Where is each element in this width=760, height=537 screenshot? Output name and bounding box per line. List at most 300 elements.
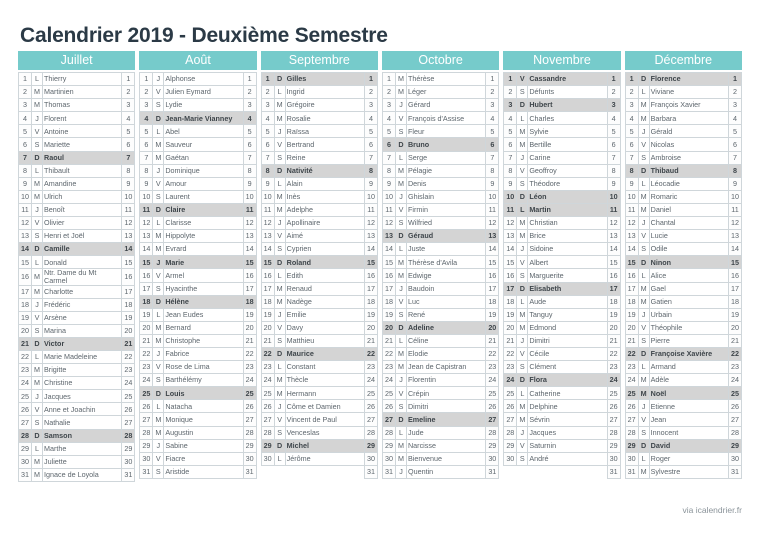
day-row[interactable] xyxy=(382,138,498,151)
day-row[interactable] xyxy=(382,256,498,269)
day-row[interactable] xyxy=(140,465,256,478)
day-number-right: 8 xyxy=(243,164,256,177)
saint-name: Gilles xyxy=(285,73,364,86)
saint-name: Nativité xyxy=(285,164,364,177)
day-row[interactable] xyxy=(261,151,377,164)
saint-name: Cécile xyxy=(528,347,607,360)
day-number-right: 25 xyxy=(243,387,256,400)
saint-name: Edith xyxy=(285,269,364,282)
day-number-right: 7 xyxy=(364,151,377,164)
day-row[interactable] xyxy=(140,177,256,190)
day-row[interactable] xyxy=(625,374,741,387)
day-number: 11 xyxy=(261,203,274,216)
saint-name: Sylvestre xyxy=(649,465,728,478)
day-row[interactable] xyxy=(504,73,620,86)
weekday-letter: M xyxy=(638,112,649,125)
day-row[interactable] xyxy=(261,387,377,400)
day-row[interactable] xyxy=(140,151,256,164)
weekday-letter: S xyxy=(517,86,528,99)
weekday-letter: D xyxy=(32,243,43,256)
day-row[interactable] xyxy=(261,256,377,269)
day-row[interactable] xyxy=(261,177,377,190)
saint-name: Léger xyxy=(406,86,485,99)
day-row[interactable] xyxy=(382,347,498,360)
day-number: 3 xyxy=(140,99,153,112)
day-row[interactable] xyxy=(625,347,741,360)
day-row[interactable] xyxy=(140,164,256,177)
day-number-right: 20 xyxy=(728,321,741,334)
day-row[interactable] xyxy=(19,311,135,324)
day-row[interactable] xyxy=(625,334,741,347)
day-row[interactable] xyxy=(382,73,498,86)
day-row[interactable] xyxy=(19,364,135,377)
day-row[interactable] xyxy=(261,125,377,138)
day-number: 6 xyxy=(19,138,32,151)
day-row[interactable] xyxy=(382,164,498,177)
day-row[interactable] xyxy=(261,243,377,256)
day-number-right: 15 xyxy=(122,256,135,269)
day-number: 16 xyxy=(382,269,395,282)
day-row[interactable] xyxy=(504,177,620,190)
day-row[interactable] xyxy=(19,455,135,468)
day-number: 13 xyxy=(140,230,153,243)
day-number: 27 xyxy=(140,413,153,426)
day-row[interactable] xyxy=(504,190,620,203)
day-row[interactable] xyxy=(261,413,377,426)
day-row[interactable] xyxy=(625,86,741,99)
day-row[interactable] xyxy=(261,86,377,99)
saint-name: Ninon xyxy=(649,256,728,269)
day-row[interactable] xyxy=(261,452,377,465)
day-row[interactable] xyxy=(261,400,377,413)
day-row[interactable] xyxy=(19,429,135,442)
day-row[interactable] xyxy=(382,125,498,138)
day-row[interactable] xyxy=(261,73,377,86)
weekday-letter: M xyxy=(517,413,528,426)
day-row[interactable] xyxy=(19,112,135,125)
day-row[interactable] xyxy=(625,387,741,400)
saint-name: Charlotte xyxy=(43,285,122,298)
day-row[interactable] xyxy=(19,468,135,481)
day-number: 3 xyxy=(382,99,395,112)
day-number: 9 xyxy=(382,177,395,190)
day-row[interactable] xyxy=(504,387,620,400)
day-row[interactable] xyxy=(382,99,498,112)
day-row[interactable] xyxy=(140,73,256,86)
day-row[interactable] xyxy=(140,452,256,465)
day-row[interactable] xyxy=(19,377,135,390)
day-number-right: 25 xyxy=(486,387,499,400)
day-row[interactable] xyxy=(140,426,256,439)
day-row[interactable] xyxy=(625,112,741,125)
weekday-letter: L xyxy=(153,125,164,138)
day-number: 26 xyxy=(382,400,395,413)
day-row[interactable] xyxy=(19,256,135,269)
day-row[interactable] xyxy=(261,282,377,295)
day-row[interactable] xyxy=(19,86,135,99)
day-row[interactable] xyxy=(140,439,256,452)
day-number: 13 xyxy=(19,230,32,243)
saint-name: Raoul xyxy=(43,151,122,164)
day-row[interactable] xyxy=(504,295,620,308)
day-number-right: 22 xyxy=(122,351,135,364)
day-row[interactable] xyxy=(261,374,377,387)
day-row[interactable] xyxy=(140,400,256,413)
day-number-right: 17 xyxy=(364,282,377,295)
day-row[interactable] xyxy=(382,400,498,413)
day-number: 29 xyxy=(261,439,274,452)
day-row[interactable] xyxy=(261,138,377,151)
day-row[interactable] xyxy=(625,203,741,216)
day-row[interactable] xyxy=(382,243,498,256)
day-row[interactable] xyxy=(625,426,741,439)
day-row[interactable] xyxy=(625,99,741,112)
day-row[interactable] xyxy=(382,203,498,216)
saint-name: Etienne xyxy=(649,400,728,413)
day-row[interactable] xyxy=(625,295,741,308)
day-row[interactable] xyxy=(504,125,620,138)
day-row[interactable] xyxy=(382,269,498,282)
day-number-right: 3 xyxy=(486,99,499,112)
day-row[interactable] xyxy=(382,151,498,164)
day-row[interactable] xyxy=(625,138,741,151)
day-row[interactable] xyxy=(504,374,620,387)
day-row[interactable] xyxy=(19,243,135,256)
day-number-right: 15 xyxy=(364,256,377,269)
weekday-letter: M xyxy=(274,190,285,203)
day-number-right: 12 xyxy=(728,217,741,230)
day-number: 7 xyxy=(625,151,638,164)
saint-name: Chantal xyxy=(649,217,728,230)
day-row[interactable] xyxy=(382,387,498,400)
day-row[interactable] xyxy=(261,321,377,334)
month-header: Septembre xyxy=(261,51,378,70)
weekday-letter: J xyxy=(274,400,285,413)
day-row[interactable] xyxy=(140,282,256,295)
day-row[interactable] xyxy=(140,413,256,426)
day-row[interactable] xyxy=(625,308,741,321)
saint-name: Donald xyxy=(43,256,122,269)
saint-name: Laurent xyxy=(164,190,243,203)
day-row[interactable] xyxy=(140,308,256,321)
day-row[interactable] xyxy=(504,321,620,334)
day-row[interactable] xyxy=(504,361,620,374)
day-row[interactable] xyxy=(382,86,498,99)
day-row[interactable] xyxy=(625,230,741,243)
day-row[interactable] xyxy=(140,217,256,230)
day-row[interactable] xyxy=(504,256,620,269)
day-row[interactable] xyxy=(504,452,620,465)
day-row[interactable] xyxy=(382,465,498,478)
day-row[interactable] xyxy=(140,138,256,151)
day-row[interactable] xyxy=(261,230,377,243)
day-row[interactable] xyxy=(382,190,498,203)
weekday-letter: L xyxy=(638,86,649,99)
day-row[interactable] xyxy=(19,285,135,298)
day-row[interactable] xyxy=(140,203,256,216)
day-row[interactable] xyxy=(504,217,620,230)
weekday-letter: D xyxy=(153,203,164,216)
day-row[interactable] xyxy=(19,203,135,216)
weekday-letter: L xyxy=(638,452,649,465)
weekday-letter: D xyxy=(517,282,528,295)
day-row[interactable] xyxy=(504,308,620,321)
day-row[interactable] xyxy=(261,439,377,452)
day-row[interactable] xyxy=(261,164,377,177)
day-row[interactable] xyxy=(140,295,256,308)
day-row[interactable] xyxy=(625,256,741,269)
saint-name: Bruno xyxy=(406,138,485,151)
saint-name: Ingrid xyxy=(285,86,364,99)
day-number: 8 xyxy=(19,164,32,177)
day-row[interactable] xyxy=(19,269,135,285)
day-number: 21 xyxy=(625,334,638,347)
day-row[interactable] xyxy=(140,387,256,400)
day-row[interactable] xyxy=(19,416,135,429)
day-number-right: 15 xyxy=(728,256,741,269)
day-row[interactable] xyxy=(625,73,741,86)
day-row[interactable] xyxy=(382,439,498,452)
day-row[interactable] xyxy=(140,230,256,243)
day-row[interactable] xyxy=(625,439,741,452)
day-row[interactable] xyxy=(261,334,377,347)
month-table xyxy=(625,72,742,479)
saint-name: Cyprien xyxy=(285,243,364,256)
weekday-letter: L xyxy=(638,361,649,374)
day-row[interactable] xyxy=(504,243,620,256)
day-row[interactable] xyxy=(382,426,498,439)
day-row[interactable] xyxy=(625,125,741,138)
day-row[interactable] xyxy=(504,164,620,177)
day-row[interactable] xyxy=(19,125,135,138)
day-row[interactable] xyxy=(19,298,135,311)
day-row[interactable] xyxy=(140,256,256,269)
weekday-letter: L xyxy=(153,217,164,230)
day-row[interactable] xyxy=(382,112,498,125)
saint-name: Sévrin xyxy=(528,413,607,426)
day-row[interactable] xyxy=(19,351,135,364)
day-row[interactable] xyxy=(382,321,498,334)
day-row[interactable] xyxy=(261,347,377,360)
day-number-right: 12 xyxy=(607,217,620,230)
day-number-right: 13 xyxy=(486,230,499,243)
day-row[interactable] xyxy=(19,390,135,403)
day-row[interactable] xyxy=(625,452,741,465)
day-row[interactable] xyxy=(19,151,135,164)
day-row[interactable] xyxy=(140,190,256,203)
saint-name: Géraud xyxy=(406,230,485,243)
day-row[interactable] xyxy=(19,190,135,203)
day-row[interactable] xyxy=(625,400,741,413)
day-row[interactable] xyxy=(382,361,498,374)
day-number: 28 xyxy=(140,426,153,439)
day-number-right: 14 xyxy=(364,243,377,256)
day-row[interactable] xyxy=(140,86,256,99)
day-row[interactable] xyxy=(625,164,741,177)
weekday-letter: M xyxy=(274,112,285,125)
day-row[interactable] xyxy=(19,177,135,190)
weekday-letter: L xyxy=(274,452,285,465)
saint-name: Lucie xyxy=(649,230,728,243)
day-row[interactable] xyxy=(504,99,620,112)
day-row[interactable] xyxy=(382,177,498,190)
day-row[interactable] xyxy=(382,282,498,295)
day-row[interactable] xyxy=(625,177,741,190)
day-row[interactable] xyxy=(140,321,256,334)
day-number: 26 xyxy=(625,400,638,413)
day-row[interactable] xyxy=(625,465,741,478)
saint-name: Venceslas xyxy=(285,426,364,439)
day-row[interactable] xyxy=(504,138,620,151)
saint-name: Ignace de Loyola xyxy=(43,468,122,481)
day-row[interactable] xyxy=(504,282,620,295)
day-number-right: 13 xyxy=(728,230,741,243)
saint-name: Aristide xyxy=(164,465,243,478)
day-row[interactable] xyxy=(19,230,135,243)
day-number-right: 16 xyxy=(243,269,256,282)
day-row[interactable] xyxy=(19,442,135,455)
saint-name: Hubert xyxy=(528,99,607,112)
day-row[interactable] xyxy=(625,243,741,256)
day-number: 23 xyxy=(625,361,638,374)
day-row[interactable] xyxy=(625,151,741,164)
day-row[interactable] xyxy=(19,138,135,151)
day-row[interactable] xyxy=(261,361,377,374)
day-row[interactable] xyxy=(382,230,498,243)
day-row[interactable] xyxy=(19,403,135,416)
day-number-right: 25 xyxy=(122,390,135,403)
day-number-right: 31 xyxy=(728,465,741,478)
day-row[interactable] xyxy=(140,361,256,374)
weekday-letter: V xyxy=(517,439,528,452)
day-row[interactable] xyxy=(140,99,256,112)
day-row[interactable] xyxy=(261,269,377,282)
weekday-letter: L xyxy=(638,177,649,190)
day-row[interactable] xyxy=(382,374,498,387)
day-row[interactable] xyxy=(625,217,741,230)
weekday-letter: D xyxy=(153,295,164,308)
weekday-letter: L xyxy=(274,269,285,282)
weekday-letter: M xyxy=(32,285,43,298)
month-column xyxy=(261,51,378,482)
day-row[interactable] xyxy=(504,334,620,347)
day-row[interactable] xyxy=(382,452,498,465)
weekday-letter: M xyxy=(32,99,43,112)
day-number: 5 xyxy=(19,125,32,138)
saint-name: Théophile xyxy=(649,321,728,334)
day-number-right: 25 xyxy=(364,387,377,400)
day-row[interactable] xyxy=(140,243,256,256)
day-row[interactable] xyxy=(261,217,377,230)
day-row[interactable] xyxy=(504,230,620,243)
day-row[interactable] xyxy=(19,164,135,177)
day-row[interactable] xyxy=(504,439,620,452)
weekday-letter: V xyxy=(32,125,43,138)
month-table xyxy=(503,72,620,479)
day-row[interactable] xyxy=(625,190,741,203)
day-row[interactable] xyxy=(504,269,620,282)
day-row[interactable] xyxy=(504,347,620,360)
weekday-letter: J xyxy=(153,73,164,86)
day-number: 5 xyxy=(261,125,274,138)
day-row[interactable] xyxy=(382,413,498,426)
weekday-letter: M xyxy=(638,374,649,387)
day-number-right: 26 xyxy=(243,400,256,413)
day-row[interactable] xyxy=(261,99,377,112)
saint-name: Hippolyte xyxy=(164,230,243,243)
day-row[interactable] xyxy=(261,295,377,308)
day-number: 11 xyxy=(504,203,517,216)
day-number: 27 xyxy=(625,413,638,426)
weekday-letter: L xyxy=(395,334,406,347)
day-row[interactable] xyxy=(140,347,256,360)
day-row[interactable] xyxy=(261,112,377,125)
weekday-letter: V xyxy=(395,112,406,125)
day-row[interactable] xyxy=(504,112,620,125)
day-row[interactable] xyxy=(504,426,620,439)
weekday-letter: M xyxy=(638,295,649,308)
day-row[interactable] xyxy=(140,125,256,138)
day-row[interactable] xyxy=(140,334,256,347)
day-row[interactable] xyxy=(382,308,498,321)
day-row[interactable] xyxy=(19,99,135,112)
day-row[interactable] xyxy=(504,203,620,216)
day-row[interactable] xyxy=(382,295,498,308)
day-number: 5 xyxy=(382,125,395,138)
day-row[interactable] xyxy=(625,413,741,426)
day-number-right: 5 xyxy=(243,125,256,138)
day-number-right: 9 xyxy=(122,177,135,190)
weekday-letter: M xyxy=(395,73,406,86)
day-row[interactable] xyxy=(140,112,256,125)
day-row[interactable] xyxy=(625,321,741,334)
day-row[interactable] xyxy=(261,426,377,439)
day-row[interactable] xyxy=(504,86,620,99)
day-number-right: 17 xyxy=(728,282,741,295)
day-row[interactable] xyxy=(382,217,498,230)
day-row[interactable] xyxy=(504,400,620,413)
saint-name: Sidoine xyxy=(528,243,607,256)
day-number: 20 xyxy=(504,321,517,334)
day-number: 9 xyxy=(625,177,638,190)
weekday-letter: J xyxy=(274,125,285,138)
saint-name: Armand xyxy=(649,361,728,374)
day-number: 22 xyxy=(504,347,517,360)
day-number: 19 xyxy=(140,308,153,321)
weekday-letter: L xyxy=(517,112,528,125)
weekday-letter: M xyxy=(638,99,649,112)
day-row[interactable] xyxy=(625,282,741,295)
day-row[interactable] xyxy=(19,324,135,337)
day-row[interactable] xyxy=(504,413,620,426)
day-row[interactable] xyxy=(625,269,741,282)
day-row[interactable] xyxy=(19,217,135,230)
day-number-right: 21 xyxy=(728,334,741,347)
saint-name: Ulrich xyxy=(43,190,122,203)
day-row[interactable] xyxy=(140,269,256,282)
day-row[interactable] xyxy=(504,151,620,164)
day-row[interactable] xyxy=(261,203,377,216)
day-number: 3 xyxy=(261,99,274,112)
day-row[interactable] xyxy=(261,190,377,203)
day-row[interactable] xyxy=(19,73,135,86)
day-row[interactable] xyxy=(625,361,741,374)
day-row[interactable] xyxy=(19,337,135,350)
day-row[interactable] xyxy=(140,374,256,387)
day-row[interactable] xyxy=(261,308,377,321)
weekday-letter: M xyxy=(517,217,528,230)
day-row[interactable] xyxy=(382,334,498,347)
